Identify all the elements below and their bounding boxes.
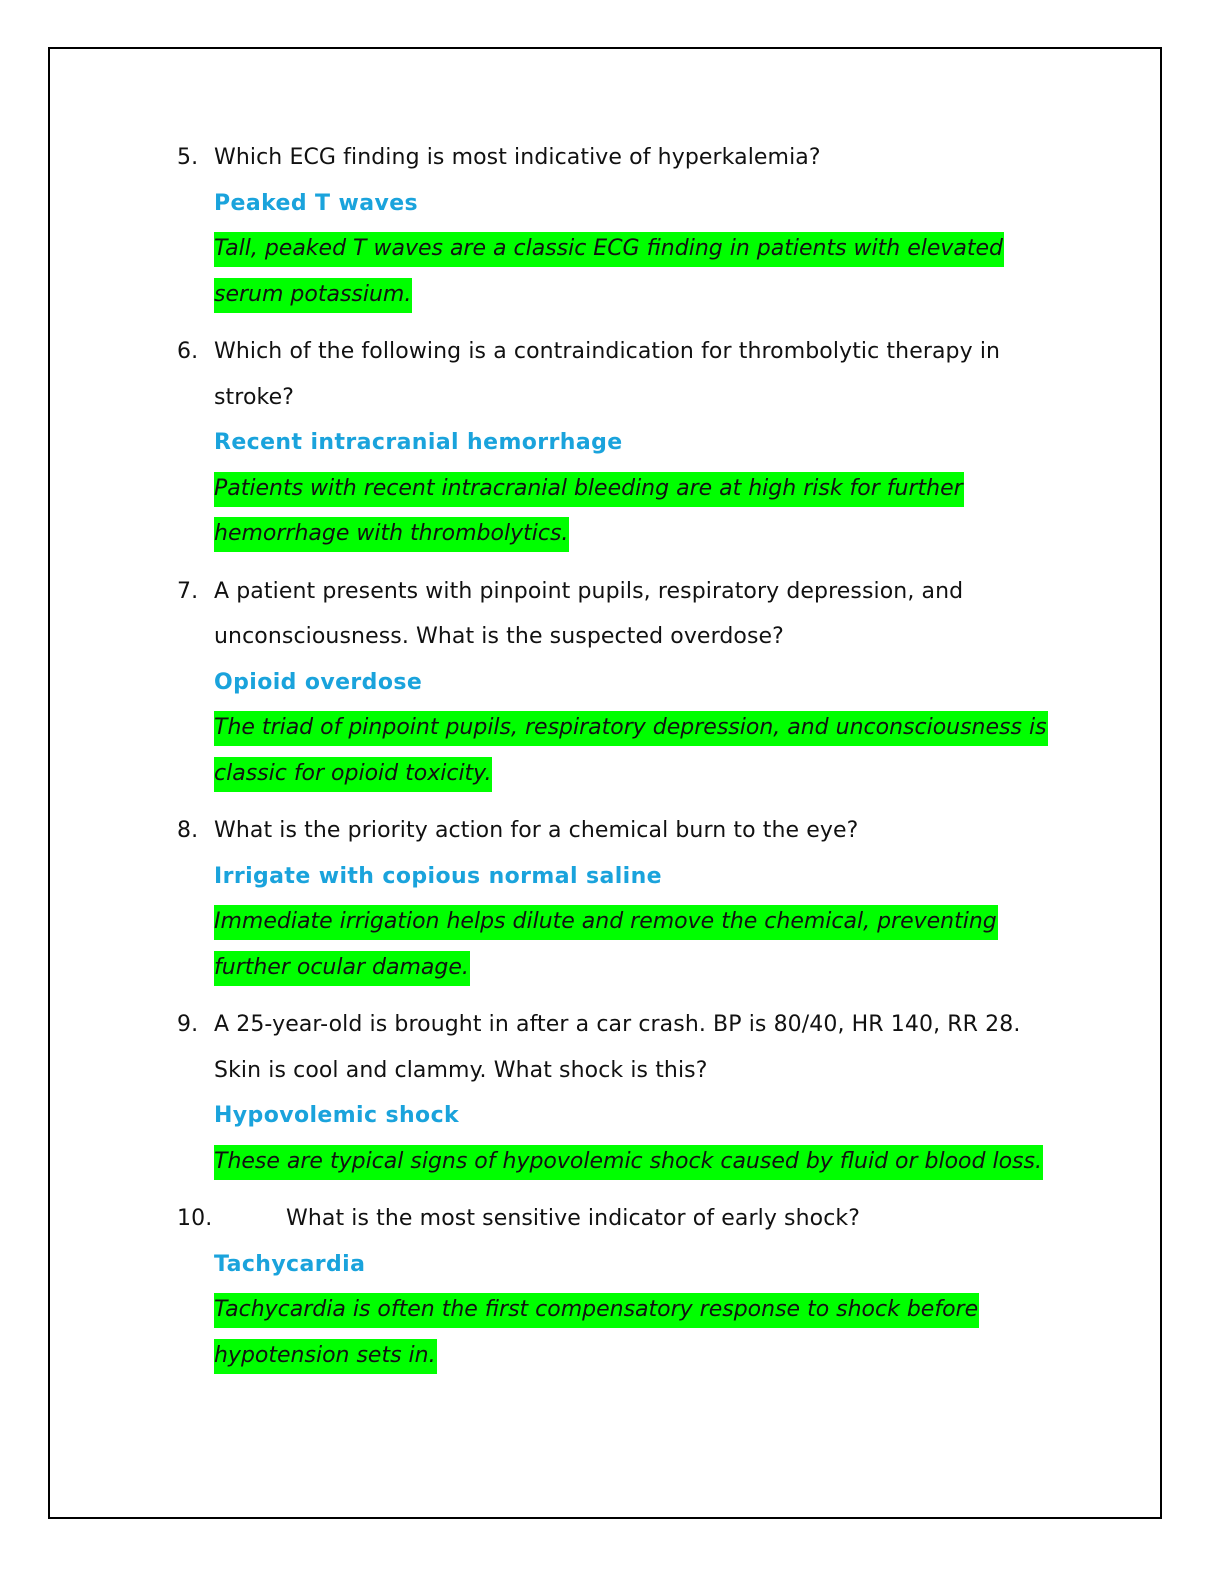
qa-item-10 xyxy=(177,1196,1057,1378)
answer-text: Tachycardia xyxy=(214,1251,366,1277)
question-number: 7. xyxy=(177,578,199,604)
question-text: Which of the following is a contraindication for thrombolytic therapy in stroke? xyxy=(214,339,1001,410)
explanation-text: Patients with recent intracranial bleeding are at high risk for further hemorrhage with thrombolytics. xyxy=(214,472,964,553)
question xyxy=(177,569,1057,660)
explanation-text: Tall, peaked T waves are a classic ECG finding in patients with elevated serum potassium. xyxy=(214,232,1004,313)
answer-text: Opioid overdose xyxy=(214,669,423,695)
explanation xyxy=(214,705,1057,796)
qa-item-5 xyxy=(177,135,1057,317)
qa-item-9 xyxy=(177,1002,1057,1184)
question-text: What is the priority action for a chemical burn to the eye? xyxy=(214,818,859,843)
answer-text: Hypovolemic shock xyxy=(214,1103,460,1128)
question xyxy=(177,135,1057,181)
question xyxy=(177,1002,1057,1093)
qa-item-8 xyxy=(177,808,1057,990)
question-number: 6. xyxy=(177,339,199,364)
question xyxy=(177,808,1057,854)
question-number: 8. xyxy=(177,818,199,843)
answer-text: Peaked T waves xyxy=(214,190,419,216)
question xyxy=(177,1196,1057,1242)
explanation-text: These are typical signs of hypovolemic shock caused by fluid or blood loss. xyxy=(214,1145,1043,1180)
explanation xyxy=(214,1139,1057,1185)
explanation xyxy=(214,899,1057,990)
question-number: 9. xyxy=(177,1012,199,1037)
qa-item-6 xyxy=(177,329,1057,557)
explanation xyxy=(214,226,1057,317)
question-number: 10. xyxy=(177,1206,213,1231)
explanation-text: The triad of pinpoint pupils, respiratory depression, and unconsciousness is classic for opioid toxicity. xyxy=(214,711,1048,792)
question xyxy=(177,329,1057,420)
explanation-text: Immediate irrigation helps dilute and remove the chemical, preventing further ocular damage. xyxy=(214,905,998,986)
question-number: 5. xyxy=(177,145,199,170)
document-content xyxy=(177,135,1057,1390)
answer-text: Recent intracranial hemorrhage xyxy=(214,430,623,455)
qa-item-7 xyxy=(177,569,1057,797)
explanation xyxy=(214,1287,1057,1378)
question-text: A patient presents with pinpoint pupils, respiratory depression, and unconsciousness. What is the suspected overdose? xyxy=(214,578,964,649)
question-text: What is the most sensitive indicator of early shock? xyxy=(286,1206,861,1231)
explanation xyxy=(214,466,1057,557)
answer-text: Irrigate with copious normal saline xyxy=(214,863,662,889)
explanation-text: Tachycardia is often the first compensatory response to shock before hypotension sets in. xyxy=(214,1293,979,1374)
question-text: Which ECG finding is most indicative of hyperkalemia? xyxy=(214,145,821,170)
question-text: A 25-year-old is brought in after a car crash. BP is 80/40, HR 140, RR 28. Skin is cool and clammy. What shock is this? xyxy=(214,1012,1021,1083)
